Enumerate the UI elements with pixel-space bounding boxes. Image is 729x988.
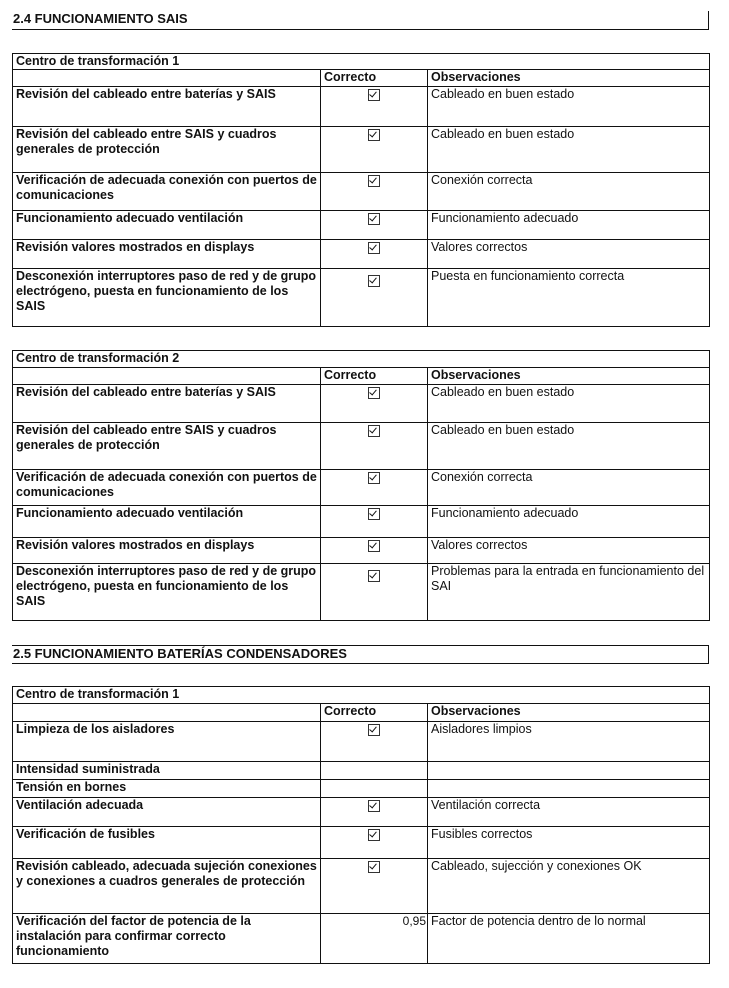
table-title: Centro de transformación 1 [13, 54, 710, 70]
table-row [13, 127, 710, 173]
table-title: Centro de transformación 1 [13, 687, 710, 704]
checkbox-checked[interactable] [368, 425, 380, 437]
item-label: Verificación de adecuada conexión con puertos de comunicaciones [13, 173, 321, 211]
table-row [13, 506, 710, 538]
checkbox-checked[interactable] [368, 213, 380, 225]
item-label: Limpieza de los aisladores [13, 722, 321, 762]
column-header-observaciones: Observaciones [428, 704, 710, 722]
column-header-correcto: Correcto [321, 704, 428, 722]
observation-text: Valores correctos [428, 240, 710, 269]
observation-text: Cableado en buen estado [428, 127, 710, 173]
item-label: Verificación de fusibles [13, 827, 321, 859]
checkbox-checked[interactable] [368, 724, 380, 736]
observation-text: Puesta en funcionamiento correcta [428, 269, 710, 327]
checkbox-checked[interactable] [368, 275, 380, 287]
checkbox-checked[interactable] [368, 242, 380, 254]
table-row [13, 173, 710, 211]
item-label: Funcionamiento adecuado ventilación [13, 211, 321, 240]
table-row [13, 722, 710, 762]
checkbox-checked[interactable] [368, 540, 380, 552]
power-factor-value: 0,95 [321, 914, 428, 964]
observation-text: Conexión correcta [428, 470, 710, 506]
item-label: Verificación del factor de potencia de la instalación para confirmar correcto funcionamiento [13, 914, 321, 964]
item-label: Revisión del cableado entre baterías y SAIS [13, 385, 321, 423]
item-label: Revisión del cableado entre baterías y SAIS [13, 87, 321, 127]
table-row [13, 564, 710, 621]
column-header-correcto: Correcto [321, 70, 428, 87]
item-label: Verificación de adecuada conexión con puertos de comunicaciones [13, 470, 321, 506]
column-header-observaciones: Observaciones [428, 70, 710, 87]
table-row [13, 914, 710, 964]
inspection-table-ct1-condensadores [12, 686, 710, 964]
checkbox-checked[interactable] [368, 472, 380, 484]
item-label: Revisión cableado, adecuada sujeción conexiones y conexiones a cuadros generales de protección [13, 859, 321, 914]
item-label: Revisión del cableado entre SAIS y cuadros generales de protección [13, 127, 321, 173]
checkbox-checked[interactable] [368, 508, 380, 520]
table-row [13, 211, 710, 240]
observation-text: Valores correctos [428, 538, 710, 564]
checkbox-checked[interactable] [368, 570, 380, 582]
item-label: Tensión en bornes [13, 780, 321, 798]
checkbox-checked[interactable] [368, 387, 380, 399]
item-label: Revisión valores mostrados en displays [13, 240, 321, 269]
item-label: Desconexión interruptores paso de red y de grupo electrógeno, puesta en funcionamiento de los SAIS [13, 269, 321, 327]
table-row [13, 269, 710, 327]
inspection-table-ct2-sais [12, 350, 710, 621]
item-label: Ventilación adecuada [13, 798, 321, 827]
section-title-2-4: 2.4 FUNCIONAMIENTO SAIS [12, 11, 709, 30]
item-label: Desconexión interruptores paso de red y de grupo electrógeno, puesta en funcionamiento de los SAIS [13, 564, 321, 621]
checkbox-checked[interactable] [368, 129, 380, 141]
inspection-table-ct1-sais [12, 53, 710, 327]
table-row [13, 798, 710, 827]
observation-text: Conexión correcta [428, 173, 710, 211]
observation-text: Factor de potencia dentro de lo normal [428, 914, 710, 964]
item-label: Funcionamiento adecuado ventilación [13, 506, 321, 538]
table-row [13, 423, 710, 470]
observation-text: Ventilación correcta [428, 798, 710, 827]
table-title: Centro de transformación 2 [13, 351, 710, 368]
column-header-correcto: Correcto [321, 368, 428, 385]
table-row [13, 470, 710, 506]
observation-text: Funcionamiento adecuado [428, 506, 710, 538]
table-row [13, 780, 710, 798]
observation-text: Cableado en buen estado [428, 385, 710, 423]
item-label: Revisión del cableado entre SAIS y cuadros generales de protección [13, 423, 321, 470]
checkbox-checked[interactable] [368, 829, 380, 841]
observation-text [428, 762, 710, 780]
table-row [13, 762, 710, 780]
observation-text: Problemas para la entrada en funcionamiento del SAI [428, 564, 710, 621]
table-row [13, 827, 710, 859]
table-row [13, 240, 710, 269]
table-row [13, 859, 710, 914]
column-header-observaciones: Observaciones [428, 368, 710, 385]
observation-text: Funcionamiento adecuado [428, 211, 710, 240]
observation-text: Cableado en buen estado [428, 87, 710, 127]
item-label: Intensidad suministrada [13, 762, 321, 780]
table-row [13, 385, 710, 423]
observation-text: Cableado en buen estado [428, 423, 710, 470]
checkbox-checked[interactable] [368, 861, 380, 873]
observation-text: Aisladores limpios [428, 722, 710, 762]
table-row [13, 87, 710, 127]
table-row [13, 538, 710, 564]
section-title-2-5: 2.5 FUNCIONAMIENTO BATERÍAS CONDENSADORES [12, 645, 709, 664]
checkbox-checked[interactable] [368, 800, 380, 812]
checkbox-checked[interactable] [368, 175, 380, 187]
item-label: Revisión valores mostrados en displays [13, 538, 321, 564]
checkbox-checked[interactable] [368, 89, 380, 101]
observation-text [428, 780, 710, 798]
observation-text: Fusibles correctos [428, 827, 710, 859]
observation-text: Cableado, sujección y conexiones OK [428, 859, 710, 914]
